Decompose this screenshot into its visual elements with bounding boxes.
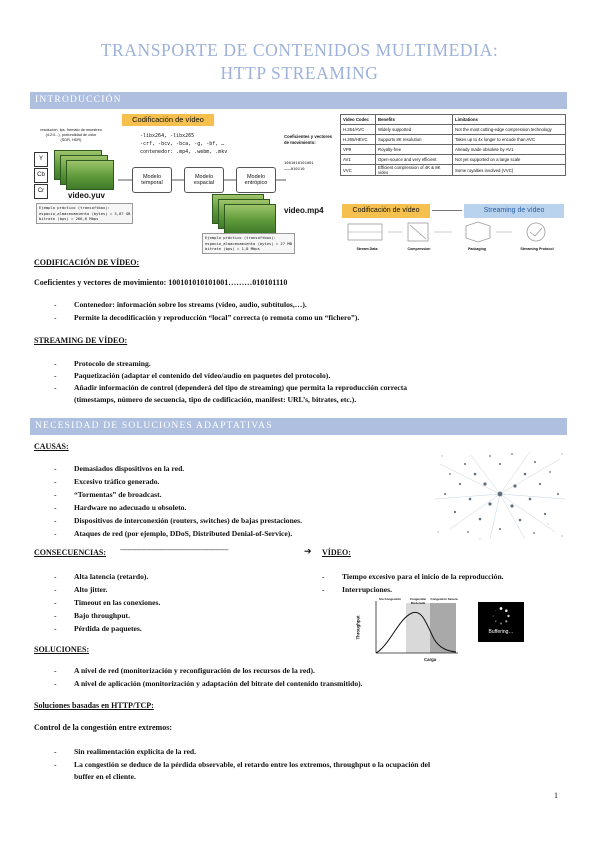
list-item: - A nivel de red (monitorización y reconfiguración de los recursos de la red). — [54, 666, 315, 675]
list-item: - Hardware no adecuado u obsoleto. — [54, 503, 187, 512]
list-item: - Timeout en las conexiones. — [54, 598, 161, 607]
list-item: - Excesivo tráfico generado. — [54, 477, 160, 486]
region-no-congestion: Sin Congestión — [379, 597, 401, 601]
region-moderate: Congestión Moderada — [409, 597, 427, 605]
buffering-screen — [478, 602, 524, 642]
step-stream-data: Stream Data — [356, 247, 378, 251]
list-item: - Protocolo de streaming. — [54, 359, 151, 368]
coef-bits: 1001010101001 ………010110 — [284, 160, 314, 171]
list-item: - Contenedor: información sobre los streams (vídeo, audio, subtítulos,…). — [54, 300, 307, 309]
step-streaming-protocol: Streaming Protocol — [520, 247, 554, 251]
region-severe: Congestión Severa — [430, 597, 458, 601]
list-item: - Permite la decodificación y reproducción “local” correcta (o remota como un “fichero”). — [54, 313, 360, 322]
section-band-adaptive: NECESIDAD DE SOLUCIONES ADAPTATIVAS — [30, 418, 567, 435]
input-note: resolución, fps, formato de muestreo (4:2:0...), profundidad de color (SDR, HDR) — [40, 128, 102, 142]
table-row: H.264/AVC Widely supported Not the most cutting-edge compression technology — [341, 125, 566, 135]
codec-params: -libx264, -libx265 -crf, -bcv, -bca, -g, -bf, … contenedor: .mp4, .webm, .mkv — [140, 133, 228, 155]
throughput-chart — [355, 595, 460, 667]
soluciones-heading: SOLUCIONES: — [34, 645, 90, 654]
pipeline-connector — [432, 210, 462, 211]
list-item-continuation: buffer en el cliente. — [74, 772, 136, 781]
table-header-row: Video Codec Benefits Limitations — [341, 115, 566, 125]
channel-cr: Cr — [34, 184, 48, 199]
list-item: - Bajo throughput. — [54, 611, 130, 620]
yuv-example: Ejemplo práctico (transoftbox): espacio_almacenamiento (bytes) = 3,87 GB bitrate (bps) = 266,6 Mbps — [36, 203, 133, 224]
codec-table — [340, 114, 566, 176]
list-item: - Paquetización (adaptar el contenido del vídeo/audio en paquetes del protocolo). — [54, 371, 331, 380]
table-row: AV1 Open-source and very efficient Not yet supported on a large scale — [341, 155, 566, 165]
x-axis-label: Carga — [424, 657, 437, 662]
tcp-heading: Soluciones basadas en HTTP/TCP: — [34, 701, 154, 710]
table-row: H.265/HEVC Supports 8K resolution Takes up to 4x longer to encode than AVC — [341, 135, 566, 145]
streaming-heading: STREAMING DE VÍDEO: — [34, 336, 128, 345]
list-item: - Añadir información de control (dependerá del tipo de streaming) que permita la reproducción correcta — [54, 383, 408, 392]
block-spatial: Modelo espacial — [184, 167, 224, 193]
mp4-frame-3 — [224, 204, 276, 234]
yuv-label: video.yuv — [68, 191, 105, 200]
consecuencias-arrow-line: ----------------------------------------------------------- — [120, 547, 229, 554]
causas-heading: CAUSAS: — [34, 442, 69, 451]
loading-spinner-icon — [491, 606, 511, 626]
mp4-example: Ejemplo práctico (transoftbox): espacio_almacenamiento (bytes) = 27 MB bitrate (bps) = 1,8 Mbps — [202, 233, 295, 254]
pipeline-stream-banner: Streaming de vídeo — [464, 204, 564, 218]
page-title: TRANSPORTE DE CONTENIDOS MULTIMEDIA: — [100, 40, 499, 60]
step-compression: Compression — [407, 247, 431, 251]
codificacion-line: Coeficientes y vectores de movimiento: 100101010101001………010101110 — [34, 278, 288, 287]
list-item: - Pérdida de paquetes. — [54, 624, 142, 633]
buffering-label: Buffering… — [488, 629, 514, 635]
list-item: - Alto jitter. — [54, 585, 108, 594]
tcp-line: Control de la congestión entre extremos: — [34, 723, 172, 732]
codec-figure — [34, 112, 336, 252]
section-band-intro: INTRODUCCIÓN — [30, 92, 567, 109]
table-row: VP9 Royalty-free Already made obsolete by AV1 — [341, 145, 566, 155]
network-crowd-illustration — [430, 444, 570, 544]
page-number: 1 — [554, 791, 558, 800]
block-entropy: Modelo entrópico — [236, 167, 276, 193]
list-item: - Tiempo excesivo para el inicio de la reproducción. — [322, 572, 504, 581]
codec-banner: Codificación de vídeo — [122, 114, 214, 126]
channel-y: Y — [34, 152, 48, 167]
video-heading: VÍDEO: — [322, 548, 351, 557]
channel-labels — [34, 152, 48, 199]
list-item: - Interrupciones. — [322, 585, 392, 594]
throughput-chart-plot — [360, 595, 460, 667]
list-item: - Alta latencia (retardo). — [54, 572, 149, 581]
consecuencias-heading: CONSECUENCIAS: — [34, 548, 107, 557]
codificacion-heading: CODIFICACIÓN DE VÍDEO: — [34, 258, 140, 267]
step-packaging: Packaging — [468, 247, 486, 251]
coef-label: Coeficientes y vectores de movimiento: — [284, 134, 333, 145]
pipeline-icons — [340, 220, 566, 246]
list-item: - Sin realimentación explícita de la red. — [54, 747, 197, 756]
pipeline-figure — [340, 200, 566, 256]
list-item: - Dispositivos de interconexión (routers, switches) de bajas prestaciones. — [54, 516, 303, 525]
y-axis-label: Throughput — [355, 615, 361, 640]
page-subtitle: HTTP STREAMING — [220, 63, 379, 83]
list-item: - A nivel de aplicación (monitorización y adaptación del bitrate del contenido transmitido). — [54, 679, 363, 688]
list-item: - “Tormentas” de broadcast. — [54, 490, 162, 499]
list-item: - Demasiados dispositivos en la red. — [54, 464, 185, 473]
list-item-continuation: (timestamps, número de secuencia, tipo de codificación, manifest: URL’s, bitrates, etc.). — [74, 395, 357, 404]
list-item: - Ataques de red (por ejemplo, DDoS, Distributed Denial-of-Service). — [54, 529, 293, 538]
arrow-right-icon: ➔ — [304, 546, 312, 556]
table-row: VVC Efficient compression of 4K & 8K video Some royalties involved (VVC) — [341, 165, 566, 176]
list-item: - La congestión se deduce de la pérdida observable, el retardo entre los extremos, throughput o la ocupación del — [54, 760, 431, 769]
block-temporal: Modelo temporal — [132, 167, 172, 193]
pipeline-coding-banner: Codificación de vídeo — [342, 204, 430, 218]
yuv-frame-3 — [66, 160, 114, 190]
mp4-label: video.mp4 — [284, 206, 324, 215]
channel-cb: Cb — [34, 168, 48, 183]
